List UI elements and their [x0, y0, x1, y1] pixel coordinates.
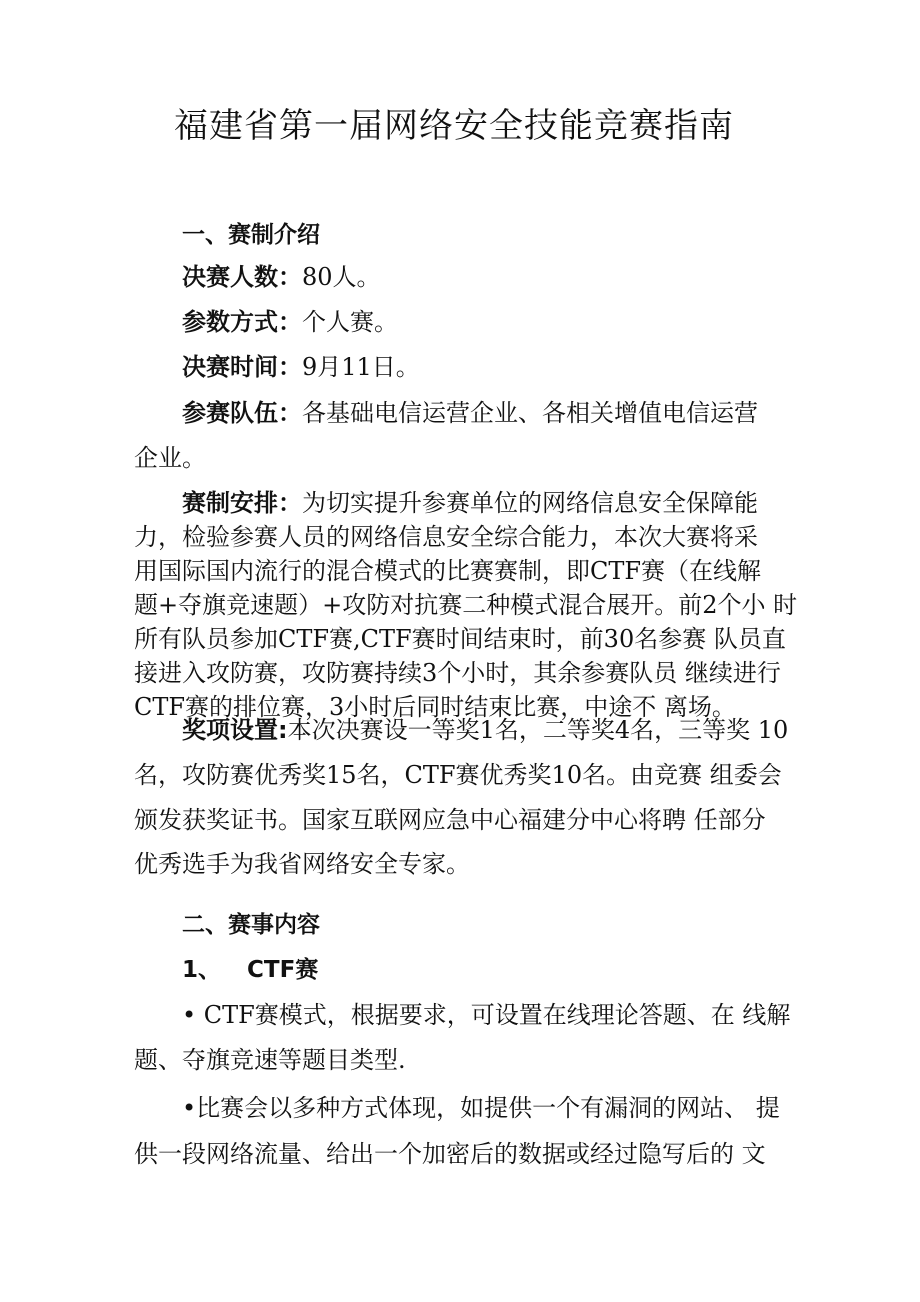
finalists-value: 80人。 — [302, 263, 381, 291]
schedule-line-1 — [182, 488, 758, 518]
mode-label: 参数方式： — [182, 308, 302, 336]
finalists-label: 决赛人数： — [182, 263, 302, 291]
finalists-line — [182, 262, 381, 292]
teams-text-1: 各基础电信运营企业、各相关增值电信运营 — [302, 399, 758, 427]
bullet2-line-2: 供一段网络流量、给出一个加密后的数据或经过隐写后的 文 — [134, 1140, 766, 1168]
teams-text-2: 企业。 — [134, 444, 206, 472]
bullet2-line-1: •比赛会以多种方式体现，如提供一个有漏洞的网站、 提 — [182, 1094, 780, 1122]
awards-text-1: 本次决赛设一等奖1名，二等奖4名，三等奖 10 — [287, 716, 789, 744]
document-title: 福建省第一届网络安全技能竞赛指南 — [174, 106, 734, 146]
awards-text-2: 名，攻防赛优秀奖15名，CTF赛优秀奖10名。由竞赛 组委会 — [134, 761, 782, 789]
schedule-label: 赛制安排： — [182, 489, 302, 517]
mode-line — [182, 307, 398, 337]
awards-label: 奖项设置: — [182, 716, 288, 744]
teams-line — [182, 398, 758, 428]
schedule-text-6: 接进入攻防赛，攻防赛持续3个小时，其余参赛队员 继续进行 — [134, 659, 781, 687]
date-line — [182, 352, 420, 382]
schedule-text-2: 力，检验参赛人员的网络信息安全综合能力，本次大赛将采 — [134, 523, 758, 551]
schedule-text-4: 题+夺旗竞速题）+攻防对抗赛二种模式混合展开。前2个小 时 — [134, 591, 798, 619]
schedule-text-5: 所有队员参加CTF赛,CTF赛时间结束时，前30名参赛 队员直 — [134, 625, 786, 653]
awards-text-4: 优秀选手为我省网络安全专家。 — [134, 850, 470, 878]
schedule-text-1: 为切实提升参赛单位的网络信息安全保障能 — [302, 489, 758, 517]
ctf-sub-number: 1、 — [182, 957, 222, 983]
ctf-sub-title: CTF赛 — [247, 957, 319, 983]
schedule-text-7: CTF赛的排位赛，3小时后同时结束比赛，中途不 离场。 — [134, 693, 736, 721]
awards-text-3: 颁发获奖证书。国家互联网应急中心福建分中心将聘 任部分 — [134, 806, 766, 834]
date-label: 决赛时间： — [182, 353, 302, 381]
teams-label: 参赛队伍： — [182, 399, 302, 427]
section1-heading: 一、赛制介绍 — [182, 222, 320, 248]
bullet1-line-2: 题、夺旗竞速等题目类型. — [134, 1046, 406, 1074]
awards-line-1 — [182, 715, 788, 745]
schedule-text-3: 用国际国内流行的混合模式的比赛赛制，即CTF赛（在线解 — [134, 557, 762, 585]
section2-heading: 二、赛事内容 — [182, 912, 320, 938]
date-value: 9月11日。 — [302, 353, 420, 381]
bullet1-line-1: • CTF赛模式，根据要求，可设置在线理论答题、在 线解 — [182, 1001, 791, 1029]
mode-value: 个人赛。 — [302, 308, 398, 336]
ctf-subheading — [182, 955, 318, 985]
